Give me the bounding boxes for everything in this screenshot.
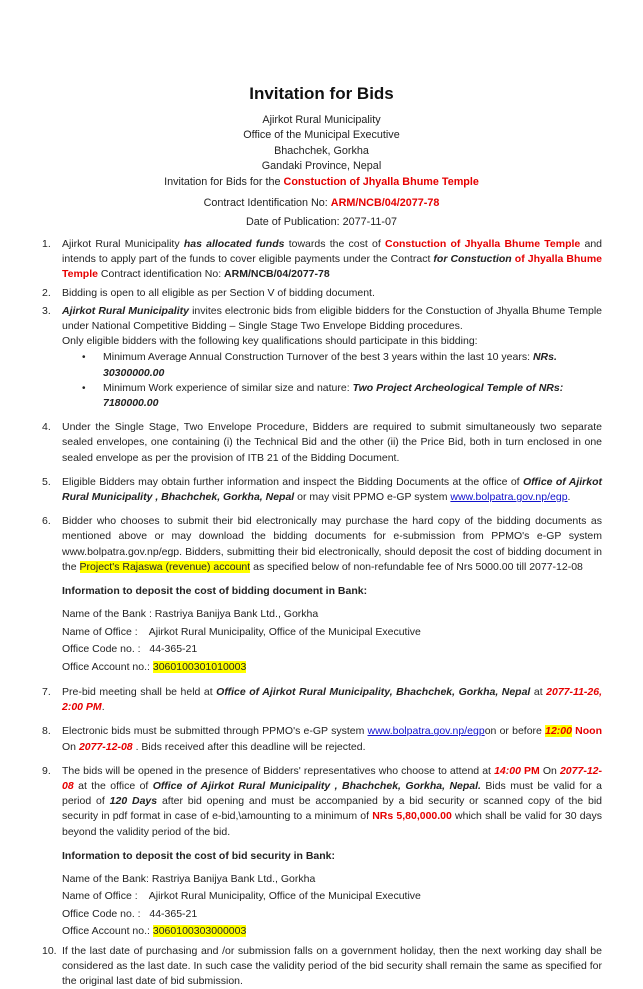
text-segment: Two Project Archeological Temple of NRs: 7180000.00 bbox=[103, 381, 564, 410]
bank-info-line bbox=[62, 624, 602, 641]
text-segment: ARM/NCB/04/2077-78 bbox=[224, 268, 330, 281]
item-number: 7. bbox=[42, 685, 51, 698]
list-item bbox=[42, 475, 602, 505]
item-number: 8. bbox=[42, 725, 51, 738]
text-segment: PM bbox=[520, 764, 540, 777]
list-item bbox=[42, 764, 602, 941]
item-body bbox=[62, 475, 602, 505]
list-item bbox=[42, 685, 602, 715]
org-address-line: Gandaki Province, Nepal bbox=[261, 160, 382, 173]
item-number: 2. bbox=[42, 286, 51, 299]
text-segment: On bbox=[62, 740, 79, 753]
text-segment: . Bids received after this deadline will be rejected. bbox=[132, 740, 366, 753]
text-segment: Pre-bid meeting shall be held at bbox=[62, 685, 217, 698]
text-segment: Electronic bids must be submitted through PPMO's e-GP system bbox=[62, 725, 368, 738]
text-segment: 12:00 bbox=[545, 725, 572, 738]
item-number: 3. bbox=[42, 304, 51, 317]
bullet-item bbox=[62, 350, 602, 380]
text-segment: Name of the Bank: Rastriya Banijya Bank Ltd., Gorkha bbox=[62, 872, 316, 885]
text-segment: Bids must be valid for a period of bbox=[62, 779, 602, 808]
text-segment: Office of Ajirkot Rural Municipality , Bhachchek, Gorkha, Nepal bbox=[62, 475, 602, 504]
text-segment: Name of Office : Ajirkot Rural Municipality, Office of the Municipal Executive bbox=[62, 625, 421, 638]
paragraph bbox=[62, 944, 602, 989]
item-body bbox=[62, 286, 602, 301]
bullet-icon: • bbox=[82, 382, 86, 394]
text-segment: NRs 5,80,000.00 bbox=[372, 810, 452, 823]
item-body bbox=[62, 237, 602, 283]
org-address-line: Office of the Municipal Executive bbox=[243, 129, 400, 142]
item-number: 5. bbox=[42, 475, 51, 488]
document-title: Invitation for Bids bbox=[249, 84, 394, 103]
text-segment: invites electronic bids from eligible bidders for the Constuction of Jhyalla Bhume Temple under National Competitive Bidding – Single Stage Two Envelope Bidding procedures. bbox=[62, 304, 602, 333]
text-segment: Bidding is open to all eligible as per Section V of bidding document. bbox=[62, 286, 375, 299]
text-segment: Project's Rajaswa (revenue) account bbox=[79, 560, 251, 573]
paragraph bbox=[62, 304, 602, 334]
item-body bbox=[62, 685, 602, 715]
list-item bbox=[42, 724, 602, 754]
text-segment: Constuction of Jhyalla Bhume Temple bbox=[385, 238, 581, 251]
bank-info-heading: Information to deposit the cost of bid security in Bank: bbox=[62, 849, 336, 862]
paragraph bbox=[62, 764, 602, 840]
paragraph bbox=[62, 237, 602, 283]
bank-info-line bbox=[62, 606, 602, 623]
item-body bbox=[62, 420, 602, 466]
paragraph bbox=[62, 334, 602, 349]
paragraph bbox=[62, 420, 602, 466]
list-item bbox=[42, 304, 602, 411]
item-number: 6. bbox=[42, 515, 51, 528]
paragraph bbox=[62, 724, 602, 754]
bullet-icon: • bbox=[82, 352, 86, 364]
invitation-prefix: Invitation for Bids for the bbox=[164, 175, 284, 188]
text-segment: 120 Days bbox=[109, 795, 158, 808]
list-item bbox=[42, 286, 602, 301]
text-segment: If the last date of purchasing and /or submission falls on a government holiday, then the next working day shall be considered as the last date. In such case the validity period of the bid security shall remain the same as specified for the original last date of bid submission. bbox=[62, 944, 602, 987]
list-item bbox=[42, 420, 602, 466]
text-segment: Bidder who chooses to submit their bid electronically may purchase the hard copy of the bidding documents as mentioned above or may download the bidding documents for e-submission from PPMO's e-GP system www.bolpatra.gov.np/egp. Bidders, submitting their bid electronically, should deposit the cost of bidding document in the bbox=[62, 515, 602, 573]
text-segment: Minimum Work experience of similar size and nature: bbox=[103, 381, 353, 394]
text-segment: NRs. 30300000.00 bbox=[103, 351, 557, 379]
text-segment: at the office of bbox=[73, 779, 153, 792]
text-segment: Office of Ajirkot Rural Municipality , Bhachchek, Gorkha, Nepal. bbox=[152, 779, 481, 792]
item-body bbox=[62, 764, 602, 941]
item-number: 9. bbox=[42, 764, 51, 777]
item-number: 10. bbox=[42, 944, 57, 957]
text-segment: Office Code no. : 44-365-21 bbox=[62, 643, 198, 656]
text-segment: Only eligible bidders with the following key qualifications should participate in this bidding: bbox=[62, 335, 478, 348]
text-segment: Office Account no.: bbox=[62, 925, 153, 938]
item-number: 1. bbox=[42, 238, 51, 251]
publication-date-line: Date of Publication: 2077-11-07 bbox=[245, 216, 398, 229]
header-block bbox=[0, 113, 643, 190]
text-segment: 3060100303000003 bbox=[152, 925, 247, 938]
text-segment: Office of Ajirkot Rural Municipality, Bhachchek, Gorkha, Nepal bbox=[216, 685, 531, 698]
text-segment: Under the Single Stage, Two Envelope Procedure, Bidders are required to submit simultaneously two separate sealed envelopes, one containing (i) the Technical Bid and the other (ii) the Price Bid, both in turn enclosed in one sealed envelope as per the provision of ITB 21 of the Bidding Document. bbox=[62, 421, 602, 464]
text-segment: Eligible Bidders may obtain further information and inspect the Bidding Documents at the office of bbox=[62, 475, 523, 488]
contract-id-line bbox=[0, 197, 643, 209]
egp-portal-link[interactable]: www.bolpatra.gov.np/egp bbox=[450, 491, 568, 504]
org-address-lines bbox=[0, 113, 643, 175]
bank-info-line bbox=[62, 906, 602, 923]
text-segment: 3060100301010003 bbox=[152, 660, 247, 673]
text-segment: which shall be valid for 30 days beyond the validity period of the bid. bbox=[62, 810, 602, 838]
text-segment: 2077-12-08 bbox=[62, 764, 602, 792]
org-address-line: Ajirkot Rural Municipality bbox=[262, 114, 381, 126]
paragraph bbox=[62, 514, 602, 575]
text-segment: and intends to apply part of the funds to cover eligible payments under the Contract bbox=[62, 238, 602, 266]
bank-info-heading: Information to deposit the cost of bidding document in Bank: bbox=[62, 585, 368, 598]
text-segment: Ajirkot Rural Municipality bbox=[62, 238, 184, 251]
text-segment: Contract identification No: bbox=[97, 268, 225, 281]
bank-info-line bbox=[62, 871, 602, 888]
text-segment: Name of Office : Ajirkot Rural Municipality, Office of the Municipal Executive bbox=[62, 890, 421, 903]
text-segment: Noon bbox=[571, 725, 602, 738]
text-segment: The bids will be opened in the presence of Bidders' representatives who choose to attend at bbox=[62, 764, 495, 777]
text-segment: 14:00 bbox=[494, 764, 521, 777]
text-segment: . bbox=[101, 701, 105, 714]
bullet-item bbox=[62, 381, 602, 411]
text-segment: Name of the Bank : Rastriya Banijya Bank Ltd., Gorkha bbox=[62, 608, 319, 621]
numbered-list bbox=[42, 237, 602, 989]
list-item bbox=[42, 514, 602, 676]
paragraph bbox=[62, 286, 602, 301]
item-number: 4. bbox=[42, 421, 51, 434]
text-segment: Office Code no. : 44-365-21 bbox=[62, 907, 198, 920]
invitation-subject: Constuction of Jhyalla Bhume Temple bbox=[283, 175, 479, 188]
bank-info-line bbox=[62, 659, 602, 676]
paragraph bbox=[62, 475, 602, 505]
org-address-line: Bhachchek, Gorkha bbox=[274, 144, 369, 157]
list-item bbox=[42, 944, 602, 989]
bank-info-line bbox=[62, 923, 602, 940]
text-segment: or may visit PPMO e-GP system bbox=[294, 491, 451, 504]
text-segment: has allocated funds bbox=[183, 238, 285, 251]
bullet-text bbox=[103, 350, 602, 380]
paragraph bbox=[62, 685, 602, 715]
text-segment: after bid opening and must be accompanied by a bid security or scanned copy of the bid security in pdf format in case of e-bid,\amounting to a minimum of bbox=[62, 795, 602, 823]
item-body bbox=[62, 724, 602, 754]
contract-label: Contract Identification No: bbox=[203, 197, 331, 210]
invitation-line bbox=[0, 175, 643, 190]
egp-portal-link[interactable]: www.bolpatra.gov.np/egp bbox=[367, 725, 485, 738]
list-item bbox=[42, 237, 602, 283]
text-segment: towards the cost of bbox=[284, 238, 385, 251]
item-body bbox=[62, 304, 602, 411]
text-segment: as specified below of non-refundable fee of Nrs 5000.00 till 2077-12-08 bbox=[250, 560, 583, 573]
bank-info-line bbox=[62, 888, 602, 905]
text-segment: Ajirkot Rural Municipality bbox=[62, 304, 189, 317]
text-segment: of Jhyalla Bhume Temple bbox=[62, 253, 602, 281]
bank-info-line bbox=[62, 641, 602, 658]
text-segment: On bbox=[539, 764, 560, 777]
text-segment: on or before bbox=[484, 725, 546, 738]
qualification-bullets bbox=[62, 350, 602, 411]
text-segment: Office Account no.: bbox=[62, 660, 153, 673]
text-segment: 2077-12-08 bbox=[78, 740, 133, 753]
item-body bbox=[62, 514, 602, 676]
text-segment: 2077-11-26, 2:00 PM bbox=[62, 685, 603, 714]
text-segment: at bbox=[530, 685, 547, 698]
text-segment: Minimum Average Annual Construction Turnover of the best 3 years within the last 10 years: bbox=[103, 351, 533, 364]
item-body bbox=[62, 944, 602, 989]
bullet-text bbox=[103, 381, 602, 411]
text-segment: for Constuction bbox=[433, 253, 515, 266]
contract-value: ARM/NCB/04/2077-78 bbox=[330, 197, 440, 210]
text-segment: . bbox=[567, 491, 571, 504]
